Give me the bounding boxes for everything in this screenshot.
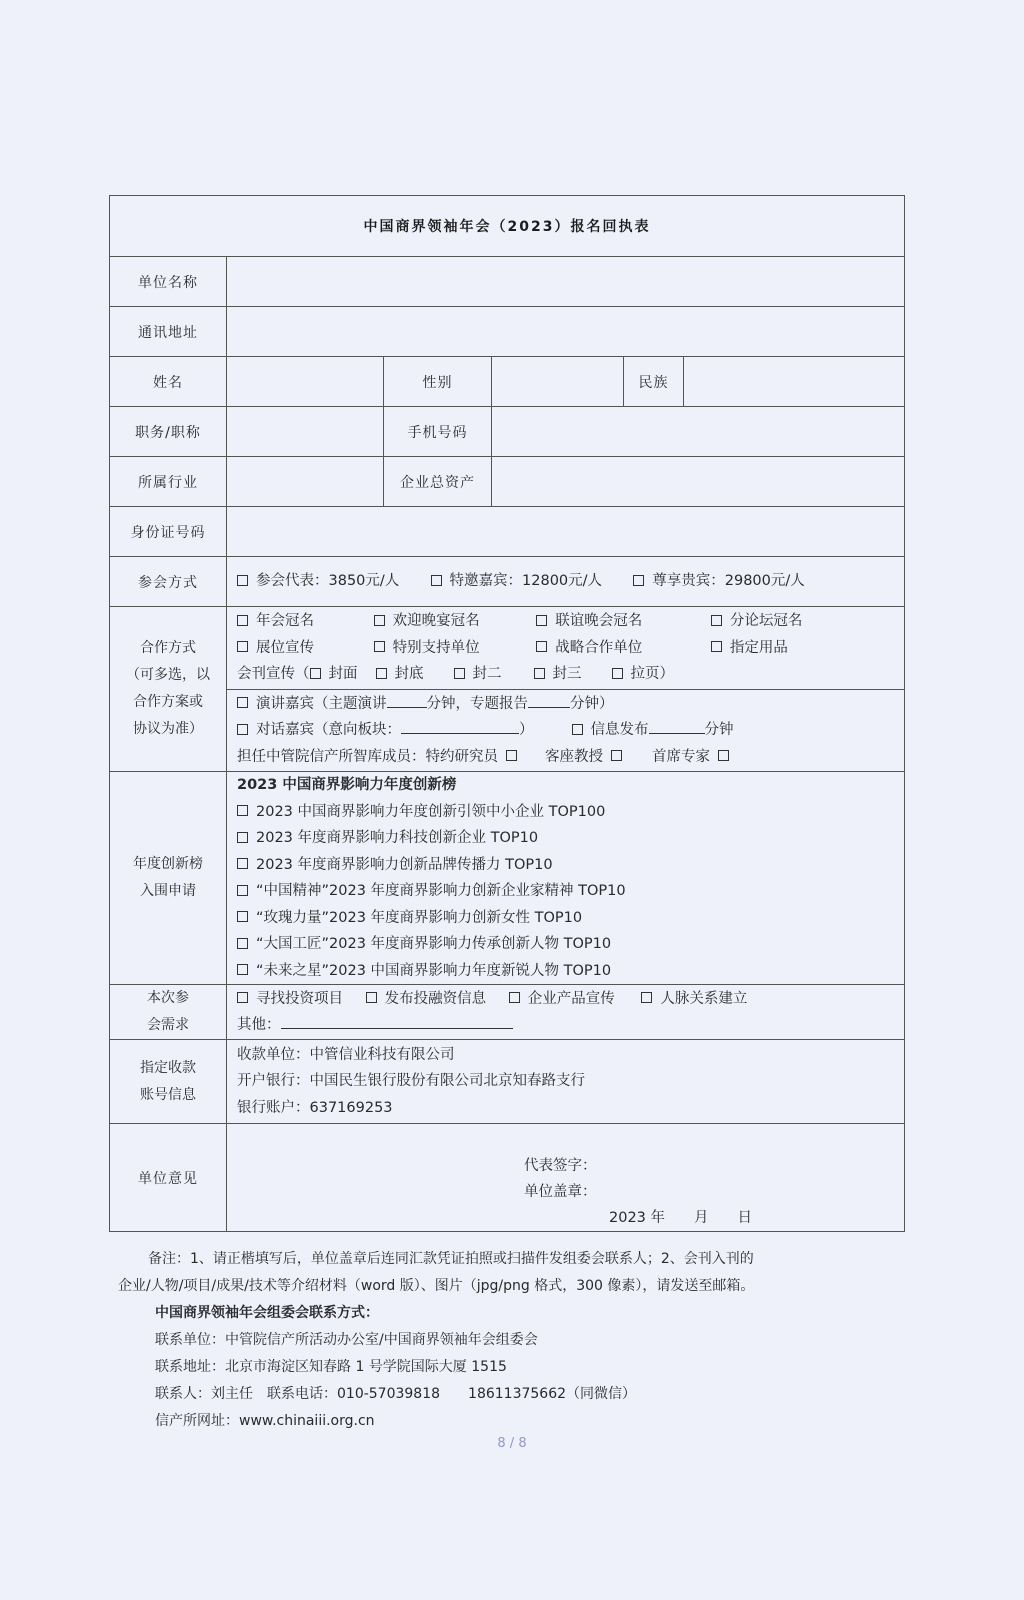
chief-expert-text: 首席专家 xyxy=(652,748,710,765)
coop-option: 联谊晚会冠名 xyxy=(555,613,643,629)
unit-seal: 单位盖章： xyxy=(524,1184,597,1200)
journal-checkbox[interactable] xyxy=(612,668,623,679)
cooperation-label-line: 合作方案或 xyxy=(133,694,203,710)
contact-address: 联系地址：北京市海淀区知春路 1 号学院国际大厦 1515 xyxy=(155,1359,507,1375)
coop-checkbox[interactable] xyxy=(536,641,547,652)
innovation-item: 2023 年度商界影响力创新品牌传播力 TOP10 xyxy=(256,856,553,873)
phone-field[interactable] xyxy=(492,407,905,457)
think-tank-text: 担任中管院信产所智库成员：特约研究员 xyxy=(237,748,498,765)
innovation-item: “中国精神”2023 年度商界影响力创新企业家精神 TOP10 xyxy=(256,883,626,899)
account-label-line: 账号信息 xyxy=(140,1086,196,1103)
cooperation-options xyxy=(227,607,905,772)
innovation-item: “大国工匠”2023 年度商界影响力传承创新人物 TOP10 xyxy=(256,936,612,952)
address-label: 通讯地址 xyxy=(110,307,227,357)
opinion-field[interactable] xyxy=(227,1124,905,1232)
id-number-field[interactable] xyxy=(227,507,905,557)
journal-option: 封底 xyxy=(394,666,424,682)
needs-other-label: 其他： xyxy=(237,1017,281,1033)
needs-option: 企业产品宣传 xyxy=(527,990,615,1007)
address-field[interactable] xyxy=(227,307,905,357)
account-label xyxy=(110,1040,227,1124)
info-release-checkbox[interactable] xyxy=(572,724,583,735)
contact-heading: 中国商界领袖年会组委会联系方式： xyxy=(155,1305,379,1321)
journal-prefix: 会刊宣传（ xyxy=(237,666,310,682)
journal-checkbox[interactable] xyxy=(454,668,465,679)
coop-option: 特别支持单位 xyxy=(392,639,480,656)
coop-checkbox[interactable] xyxy=(711,641,722,652)
innovation-label-line: 年度创新榜 xyxy=(133,856,203,872)
innovation-options xyxy=(227,772,905,985)
total-assets-field[interactable] xyxy=(492,457,905,507)
total-assets-label: 企业总资产 xyxy=(384,457,492,507)
innovation-item: 2023 中国商界影响力年度创新引领中小企业 TOP100 xyxy=(256,803,606,820)
innovation-checkbox[interactable] xyxy=(237,832,248,843)
innovation-item: 2023 年度商界影响力科技创新企业 TOP10 xyxy=(256,830,539,846)
innovation-label-line: 入围申请 xyxy=(140,883,196,899)
needs-checkbox[interactable] xyxy=(641,992,652,1003)
cooperation-label-line: 合作方式 xyxy=(140,640,196,656)
speech-text-a: 演讲嘉宾（主题演讲 xyxy=(256,695,387,712)
gender-field[interactable] xyxy=(492,357,624,407)
name-label: 姓名 xyxy=(110,357,227,407)
innovation-item: “玫瑰力量”2023 年度商界影响力创新女性 TOP10 xyxy=(256,909,583,926)
journal-checkbox[interactable] xyxy=(310,668,321,679)
industry-label: 所属行业 xyxy=(110,457,227,507)
attendance-rep-checkbox[interactable] xyxy=(237,575,248,586)
needs-label-line: 会需求 xyxy=(147,1017,189,1033)
guest-prof-text: 客座教授 xyxy=(545,748,603,765)
coop-option: 分论坛冠名 xyxy=(729,613,803,629)
needs-option: 寻找投资项目 xyxy=(256,990,343,1007)
needs-option: 发布投融资信息 xyxy=(384,990,487,1007)
coop-checkbox[interactable] xyxy=(237,615,248,626)
needs-label xyxy=(110,985,227,1040)
chief-expert-checkbox[interactable] xyxy=(718,750,729,761)
needs-checkbox[interactable] xyxy=(509,992,520,1003)
unit-name-label: 单位名称 xyxy=(110,257,227,307)
account-bank: 开户银行：中国民生银行股份有限公司北京知春路支行 xyxy=(237,1073,585,1090)
needs-checkbox[interactable] xyxy=(366,992,377,1003)
needs-option: 人脉关系建立 xyxy=(660,990,748,1007)
dialogue-text-b: ） xyxy=(519,722,534,738)
note-line-2: 企业/人物/项目/成果/技术等介绍材料（word 版）、图片（jpg/png 格式，300 像素），请发送至邮箱。 xyxy=(118,1278,755,1294)
researcher-checkbox[interactable] xyxy=(506,750,517,761)
coop-option: 年会冠名 xyxy=(256,613,314,629)
journal-checkbox[interactable] xyxy=(534,668,545,679)
guest-prof-checkbox[interactable] xyxy=(611,750,622,761)
journal-option: 封三 xyxy=(552,666,582,682)
note-line-1: 备注：1、请正楷填写后，单位盖章后连同汇款凭证拍照或扫描件发组委会联系人；2、会刊入刊的 xyxy=(148,1251,754,1267)
contact-person: 联系人：刘主任 联系电话：010-57039818 18611375662（同微信） xyxy=(155,1386,637,1402)
journal-option: 封二 xyxy=(472,666,502,682)
position-field[interactable] xyxy=(227,407,384,457)
name-field[interactable] xyxy=(227,357,384,407)
info-minutes-blank[interactable] xyxy=(649,719,705,734)
cooperation-label-line: （可多选，以 xyxy=(126,667,210,683)
coop-checkbox[interactable] xyxy=(536,615,547,626)
cooperation-label-line: 协议为准） xyxy=(133,721,203,737)
unit-name-field[interactable] xyxy=(227,257,905,307)
innovation-heading: 2023 中国商界影响力年度创新榜 xyxy=(237,777,457,793)
coop-checkbox[interactable] xyxy=(711,615,722,626)
coop-option: 战略合作单位 xyxy=(555,639,643,656)
needs-options xyxy=(227,985,905,1040)
attendance-guest-checkbox[interactable] xyxy=(431,575,442,586)
speech-minutes-blank[interactable] xyxy=(387,693,427,708)
needs-other-blank[interactable] xyxy=(281,1014,513,1029)
dialogue-topic-blank[interactable] xyxy=(401,719,519,734)
ethnicity-field[interactable] xyxy=(684,357,905,407)
cooperation-label xyxy=(110,607,227,772)
opinion-label: 单位意见 xyxy=(110,1124,227,1232)
coop-option: 欢迎晚宴冠名 xyxy=(392,613,480,629)
innovation-checkbox[interactable] xyxy=(237,858,248,869)
needs-checkbox[interactable] xyxy=(237,992,248,1003)
website: 信产所网址：www.chinaiii.org.cn xyxy=(155,1413,375,1429)
account-payee: 收款单位：中管信业科技有限公司 xyxy=(237,1046,455,1063)
needs-label-line: 本次参 xyxy=(147,990,189,1006)
speech-text-b: 分钟，专题报告 xyxy=(426,695,528,712)
innovation-checkbox[interactable] xyxy=(237,938,248,949)
innovation-label xyxy=(110,772,227,985)
innovation-checkbox[interactable] xyxy=(237,964,248,975)
rep-signature: 代表签字： xyxy=(524,1158,597,1174)
attendance-label: 参会方式 xyxy=(110,557,227,607)
account-label-line: 指定收款 xyxy=(140,1059,196,1076)
attendance-guest-label: 特邀嘉宾：12800元/人 xyxy=(449,573,603,590)
id-number-label: 身份证号码 xyxy=(110,507,227,557)
contact-unit: 联系单位：中管院信产所活动办公室/中国商界领袖年会组委会 xyxy=(155,1332,538,1348)
account-number: 银行账户：637169253 xyxy=(237,1099,393,1116)
form-title: 中国商界领袖年会（2023）报名回执表 xyxy=(110,196,905,257)
attendance-vip-checkbox[interactable] xyxy=(633,575,644,586)
coop-checkbox[interactable] xyxy=(237,641,248,652)
innovation-item: “未来之星”2023 中国商界影响力年度新锐人物 TOP10 xyxy=(256,962,612,979)
ethnicity-label: 民族 xyxy=(624,357,684,407)
coop-option: 展位宣传 xyxy=(256,639,314,656)
info-release-unit: 分钟 xyxy=(704,722,734,738)
coop-checkbox[interactable] xyxy=(374,615,385,626)
coop-option: 指定用品 xyxy=(729,639,788,656)
innovation-checkbox[interactable] xyxy=(237,885,248,896)
journal-checkbox[interactable] xyxy=(376,668,387,679)
dialogue-checkbox[interactable] xyxy=(237,724,248,735)
speech-checkbox[interactable] xyxy=(237,697,248,708)
journal-option: 封面 xyxy=(328,666,358,682)
account-info xyxy=(227,1040,905,1124)
registration-form xyxy=(109,195,905,1232)
dialogue-text-a: 对话嘉宾（意向板块： xyxy=(256,722,401,738)
coop-checkbox[interactable] xyxy=(374,641,385,652)
phone-label: 手机号码 xyxy=(384,407,492,457)
info-release-text: 信息发布 xyxy=(590,722,649,738)
industry-field[interactable] xyxy=(227,457,384,507)
attendance-rep-label: 参会代表：3850元/人 xyxy=(256,573,400,590)
report-minutes-blank[interactable] xyxy=(528,693,570,708)
attendance-options xyxy=(227,557,905,607)
innovation-checkbox[interactable] xyxy=(237,911,248,922)
attendance-vip-label: 尊享贵宾：29800元/人 xyxy=(652,573,805,590)
position-label: 职务/职称 xyxy=(110,407,227,457)
gender-label: 性别 xyxy=(384,357,492,407)
page-number: 8 / 8 xyxy=(497,1436,527,1451)
journal-option: 拉页） xyxy=(630,666,674,682)
innovation-checkbox[interactable] xyxy=(237,805,248,816)
speech-text-c: 分钟） xyxy=(570,695,614,712)
opinion-date: 2023 年 月 日 xyxy=(609,1210,753,1226)
